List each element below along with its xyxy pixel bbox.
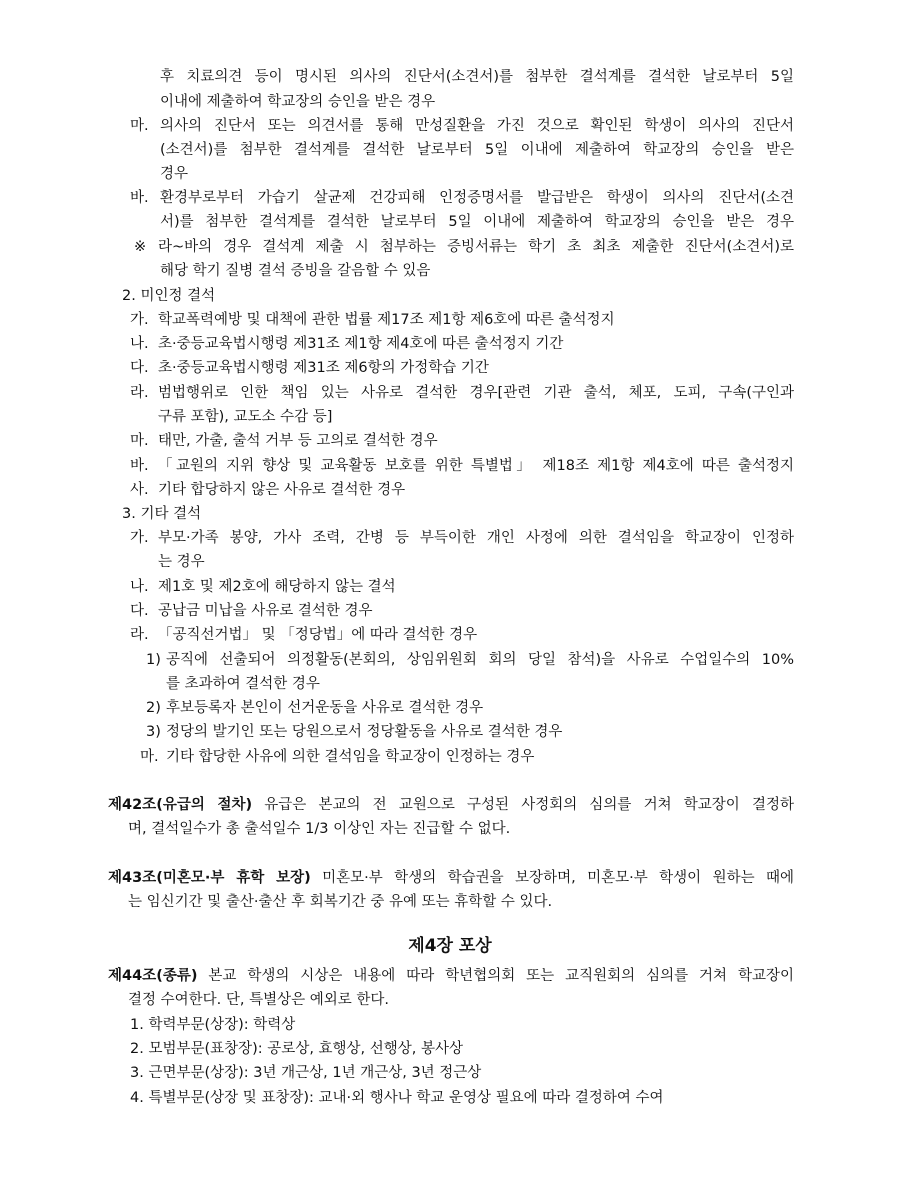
list-item-marker: 라. (130, 385, 149, 401)
body-text-line: 초·중등교육법시행령 제31조 제6항의 가정학습 기간 (158, 360, 489, 376)
article-text: 미혼모·부 학생의 학습권을 보장하며, 미혼모·부 학생이 원하는 때에 (322, 870, 795, 886)
body-text-line: (소견서)를 첨부한 결석계를 결석한 날로부터 5일 이내에 제출하여 학교장의 승인을 받은 (160, 142, 794, 158)
list-item-marker: 마. (130, 118, 149, 134)
list-item-marker: 마. (140, 749, 159, 765)
list-item-marker: 바. (130, 190, 149, 206)
body-text-line: 는 경우 (158, 554, 205, 570)
body-text-line: 정당의 발기인 또는 당원으로서 정당활동을 사유로 결석한 경우 (166, 724, 563, 740)
section-title: 3. 기타 결석 (122, 506, 202, 522)
body-text-line: 결정 수여한다. 단, 특별상은 예외로 한다. (128, 992, 389, 1008)
body-text-line: 를 초과하여 결석한 경우 (166, 676, 320, 692)
body-text-line: 기타 합당한 사유에 의한 결석임을 학교장이 인정하는 경우 (166, 749, 535, 765)
sub-item-marker: 3) (146, 724, 161, 740)
body-text-line: 초·중등교육법시행령 제31조 제1항 제4호에 따른 출석정지 기간 (158, 336, 564, 352)
body-text-line: 라~바의 경우 결석계 제출 시 첨부하는 증빙서류는 학기 초 최초 제출한 진단서(소견서)로 (158, 239, 794, 255)
sub-item-marker: 2) (146, 700, 161, 716)
body-text-line: 후 치료의견 등이 명시된 의사의 진단서(소견서)를 첨부한 결석계를 결석한 날로부터 5일 (160, 69, 794, 85)
article-text: 유급은 본교의 전 교원으로 구성된 사정회의 심의를 거쳐 학교장이 결정하 (264, 797, 794, 813)
section-title: 2. 미인정 결석 (122, 288, 216, 304)
body-text-line: 는 임신기간 및 출산·출산 후 회복기간 중 유예 또는 휴학할 수 있다. (128, 894, 553, 910)
article-44-line (108, 964, 794, 988)
note-marker: ※ (134, 239, 147, 255)
body-text-line: 학교폭력예방 및 대책에 관한 법률 제17조 제1항 제6호에 따른 출석정지 (158, 312, 615, 328)
list-item-marker: 가. (130, 312, 149, 328)
body-text-line: 제1호 및 제2호에 해당하지 않는 결석 (158, 579, 396, 595)
list-item: 1. 학력부문(상장): 학력상 (130, 1017, 296, 1033)
body-text-line: 며, 결석일수가 총 출석일수 1/3 이상인 자는 진급할 수 없다. (128, 821, 511, 837)
body-text-line: 태만, 가출, 출석 거부 등 고의로 결석한 경우 (158, 433, 438, 449)
body-text-line: 기타 합당하지 않은 사유로 결석한 경우 (158, 482, 406, 498)
list-item-marker: 바. (130, 458, 149, 474)
list-item-marker: 가. (130, 530, 149, 546)
article-text: 본교 학생의 시상은 내용에 따라 학년협의회 또는 교직원회의 심의를 거쳐 학교장이 (208, 968, 794, 984)
list-item-marker: 다. (130, 603, 149, 619)
chapter-heading: 제4장 포상 (408, 936, 492, 956)
list-item: 2. 모범부문(표창장): 공로상, 효행상, 선행상, 봉사상 (130, 1041, 464, 1057)
body-text-line: 범법행위로 인한 책임 있는 사유로 결석한 경우[관련 기관 출석, 체포, 도피, 구속(구인과 (158, 385, 794, 401)
list-item-marker: 사. (130, 482, 149, 498)
body-text-line: 경우 (160, 166, 189, 182)
body-text-line: 「공직선거법」 및 「정당법」에 따라 결석한 경우 (158, 627, 478, 643)
sub-item-marker: 1) (146, 652, 161, 668)
body-text-line: 의사의 진단서 또는 의견서를 통해 만성질환을 가진 것으로 확인된 학생이 의사의 진단서 (160, 118, 794, 134)
article-title: 제43조(미혼모·부 휴학 보장) (108, 870, 311, 886)
list-item-marker: 마. (130, 433, 149, 449)
body-text-line: 공직에 선출되어 의정활동(본회의, 상임위원회 회의 당일 참석)을 사유로 수업일수의 10% (166, 652, 794, 668)
body-text-line: 공납금 미납을 사유로 결석한 경우 (158, 603, 373, 619)
list-item-marker: 나. (130, 336, 149, 352)
body-text-line: 부모·가족 봉양, 가사 조력, 간병 등 부득이한 개인 사정에 의한 결석임을 학교장이 인정하 (158, 530, 794, 546)
list-item-marker: 다. (130, 360, 149, 376)
body-text-line: 환경부로부터 가습기 살균제 건강피해 인정증명서를 발급받은 학생이 의사의 진단서(소견 (160, 190, 794, 206)
body-text-line: 이내에 제출하여 학교장의 승인을 받은 경우 (160, 94, 436, 110)
article-title: 제42조(유급의 절차) (108, 797, 253, 813)
article-43-line (108, 866, 794, 890)
list-item-marker: 라. (130, 627, 149, 643)
article-title: 제44조(종류) (108, 968, 198, 984)
body-text-line: 「교원의 지위 향상 및 교육활동 보호를 위한 특별법」 제18조 제1항 제4호에 따른 출석정지 (158, 458, 794, 474)
body-text-line: 서)를 첨부한 결석계를 결석한 날로부터 5일 이내에 제출하여 학교장의 승인을 받은 경우 (160, 214, 794, 230)
body-text-line: 후보등록자 본인이 선거운동을 사유로 결석한 경우 (166, 700, 484, 716)
article-42-line (108, 793, 794, 817)
list-item: 3. 근면부문(상장): 3년 개근상, 1년 개근상, 3년 정근상 (130, 1065, 482, 1081)
list-item: 4. 특별부문(상장 및 표창장): 교내·외 행사나 학교 운영상 필요에 따라 결정하여 수여 (130, 1090, 664, 1106)
body-text-line: 해당 학기 질병 결석 증빙을 갈음할 수 있음 (160, 263, 431, 279)
body-text-line: 구류 포함), 교도소 수감 등] (158, 409, 333, 425)
list-item-marker: 나. (130, 579, 149, 595)
